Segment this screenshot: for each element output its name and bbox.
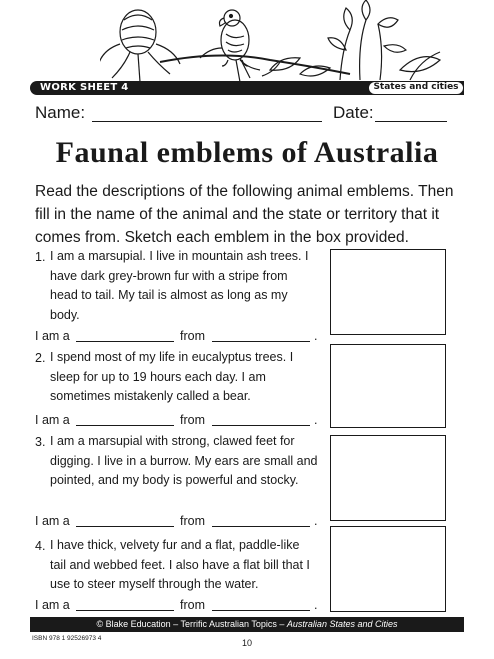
answer-end: . [314, 329, 318, 343]
answer-middle: from [180, 514, 205, 528]
date-label: Date: [333, 103, 374, 122]
question-text: I have thick, velvety fur and a flat, paddle-like tail and webbed feet. I also have a flat bill that I use to steer myself through the water. [50, 538, 310, 591]
answer-middle: from [180, 598, 205, 612]
page-number: 10 [241, 638, 252, 648]
publisher-credit: © Blake Education – Terrific Australian Topics – [96, 619, 285, 629]
answer-prefix: I am a [35, 598, 70, 612]
state-answer-field[interactable] [212, 526, 310, 527]
question-number: 2. [35, 351, 46, 365]
answer-end: . [314, 598, 318, 612]
worksheet-label: WORK SHEET 4 [40, 82, 129, 93]
footer-bar [30, 617, 464, 632]
page-title: Faunal emblems of Australia [55, 136, 439, 169]
question-number: 4. [35, 539, 46, 553]
waratah-flower-drawing [100, 10, 180, 82]
state-answer-field[interactable] [212, 610, 310, 611]
animal-answer-field[interactable] [76, 425, 174, 426]
animal-answer-field[interactable] [76, 341, 174, 342]
date-field[interactable] [375, 121, 447, 122]
sketch-box[interactable] [330, 435, 446, 521]
state-answer-field[interactable] [212, 425, 310, 426]
animal-answer-field[interactable] [76, 610, 174, 611]
question-text: I spend most of my life in eucalyptus trees. I sleep for up to 19 hours each day. I am sometimes mistakenly called a bear. [50, 350, 294, 403]
instructions: Read the descriptions of the following animal emblems. Then fill in the name of the animal and the state or territory that it comes from. Sketch each emblem in the box provided. [35, 183, 454, 246]
botanical-illustration [100, 0, 460, 82]
answer-middle: from [180, 329, 205, 343]
sketch-box[interactable] [330, 344, 446, 428]
name-label: Name: [35, 103, 86, 122]
question-number: 3. [35, 435, 46, 449]
topic-tab: States and cities [368, 81, 464, 95]
answer-end: . [314, 514, 318, 528]
answer-end: . [314, 413, 318, 427]
question-text: I am a marsupial. I live in mountain ash trees. I have dark grey-brown fur with a stripe from head to tail. My tail is almost as long as my body. [50, 249, 309, 322]
answer-prefix: I am a [35, 413, 70, 427]
answer-prefix: I am a [35, 514, 70, 528]
book-title: Australian States and Cities [286, 619, 398, 629]
question-text: I am a marsupial with strong, clawed feet for digging. I live in a burrow. My ears are small and pointed, and my body is powerful and stocky. [50, 434, 318, 487]
isbn: ISBN 978 1 92526973 4 [32, 635, 102, 642]
sketch-box[interactable] [330, 249, 446, 335]
name-field[interactable] [92, 121, 322, 122]
sketch-box[interactable] [330, 526, 446, 612]
animal-answer-field[interactable] [76, 526, 174, 527]
answer-prefix: I am a [35, 329, 70, 343]
state-answer-field[interactable] [212, 341, 310, 342]
answer-middle: from [180, 413, 205, 427]
parrot-drawing [220, 10, 251, 82]
wildflower-drawing [328, 0, 440, 80]
question-number: 1. [35, 250, 46, 264]
